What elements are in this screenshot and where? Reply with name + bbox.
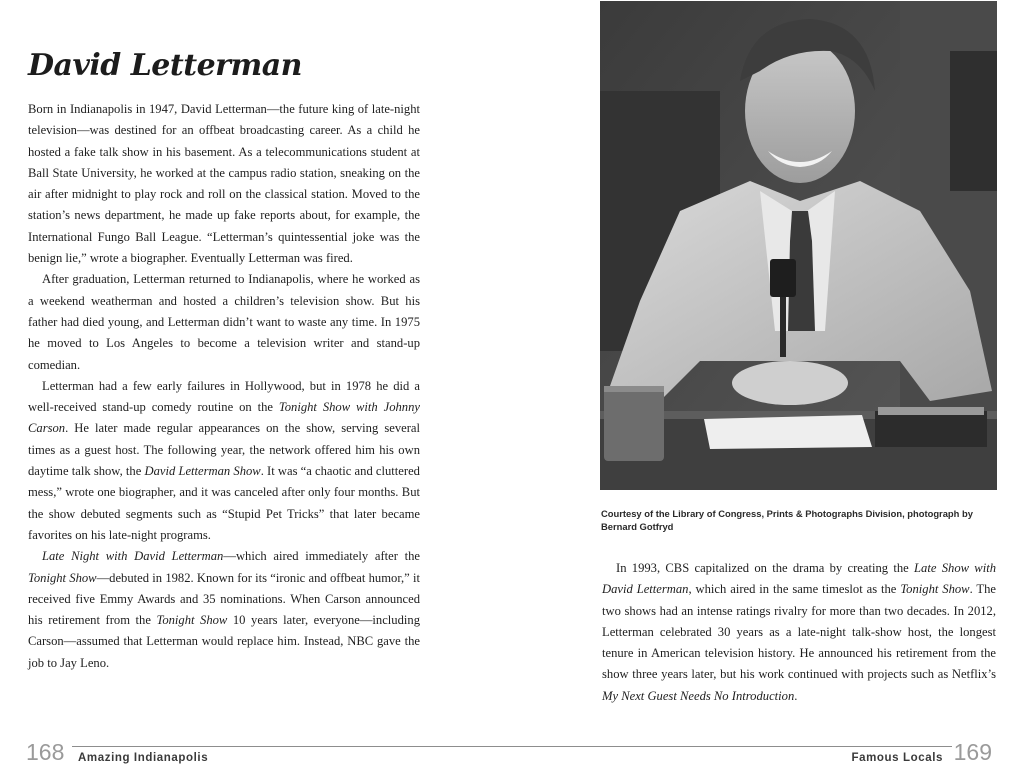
- footer-rule-right: [512, 746, 952, 747]
- running-head-right: Famous Locals: [851, 752, 943, 764]
- photo-illustration: [600, 1, 997, 490]
- page-number-right: 169: [953, 739, 992, 765]
- italic-title-run: My Next Guest Needs No Introduction: [602, 688, 795, 703]
- text-run: —debuted in 1982. Known for its “ironic and offbeat humor,” it received five Emmy Awards and 35 nominations. When Carson announced his retirement from the: [28, 570, 420, 628]
- text-run: Letterman had a few early failures in Hollywood, but in 1978 he did a well-received stand-up comedy routine on the: [28, 378, 420, 415]
- text-run: .: [794, 688, 798, 703]
- italic-title-run: Late Show with David Letterman: [602, 561, 996, 597]
- running-head-left: Amazing Indianapolis: [78, 752, 209, 764]
- text-run: . The two shows had an intense ratings rivalry for more than two decades. In 2012, Letterman celebrated 30 years as a late-night talk-show host, the longest tenure in American television history. He announced his retirement from the show three years later, but his work continued with projects such as Netflix’s: [602, 582, 996, 682]
- text-run: 10 years later, everyone—including Carson—assumed that Letterman would replace him. Instead, NBC gave the job to Jay Leno.: [28, 613, 420, 670]
- text-run: Born in Indianapolis in 1947, David Letterman—the future king of late-night television—was destined for an offbeat broadcasting career. As a child he hosted a fake talk show in his basement. As a telecommunications student at Ball State University, he worked at the campus radio station, sneaking on the air after midnight to play rock and roll on the classical station. Moved to the station’s news department, he made up fake reports about, for example, the International Fungo Ball League. “Letterman’s quintessential joke was the benign lie,” wrote a biographer. Eventually Letterman was fired.: [28, 102, 420, 266]
- text-run: After graduation, Letterman returned to Indianapolis, where he worked as a weekend weatherman and hosted a children’s television show. But his father had died young, and Letterman didn’t want to waste any time. In 1975 he moved to Los Angeles to become a television writer and stand-up comedian.: [28, 272, 420, 372]
- italic-title-run: Tonight Show with Johnny Carson: [28, 400, 420, 436]
- photo-caption: Courtesy of the Library of Congress, Prints & Photographs Division, photograph by Bernard Gotfryd: [601, 508, 973, 532]
- text-run: In 1993, CBS capitalized on the drama by creating the: [616, 561, 915, 575]
- text-run: —which aired immediately after the: [223, 549, 420, 564]
- italic-title-run: Tonight Show: [900, 582, 970, 597]
- paragraph-2: [28, 269, 420, 375]
- italic-title-run: Tonight Show: [28, 570, 97, 585]
- page-number-left: 168: [26, 739, 65, 765]
- paragraph-1: [28, 99, 420, 269]
- chapter-title: David Letterman: [28, 48, 302, 83]
- left-body-text: [28, 99, 420, 674]
- paragraph-5: [602, 558, 996, 707]
- paragraph-3: [28, 376, 420, 546]
- text-run: . He later made regular appearances on the show, serving several times as a guest host. The following year, the network offered him his own daytime talk show, the: [28, 421, 420, 479]
- italic-title-run: David Letterman Show: [144, 464, 261, 479]
- text-run: . It was “a chaotic and cluttered mess,” wrote one biographer, and it was canceled after only four months. But the show debuted segments such as “Stupid Pet Tricks” that later became favorites on his late-night programs.: [28, 464, 420, 542]
- italic-title-run: Late Night with David Letterman: [42, 549, 224, 564]
- right-body-text: [602, 558, 996, 707]
- text-run: , which aired in the same timeslot as the: [688, 582, 901, 597]
- photograph: [600, 1, 997, 490]
- right-page: [512, 0, 1024, 776]
- paragraph-4: [28, 546, 420, 674]
- footer-rule-left: [72, 746, 512, 747]
- italic-title-run: Tonight Show: [156, 613, 228, 628]
